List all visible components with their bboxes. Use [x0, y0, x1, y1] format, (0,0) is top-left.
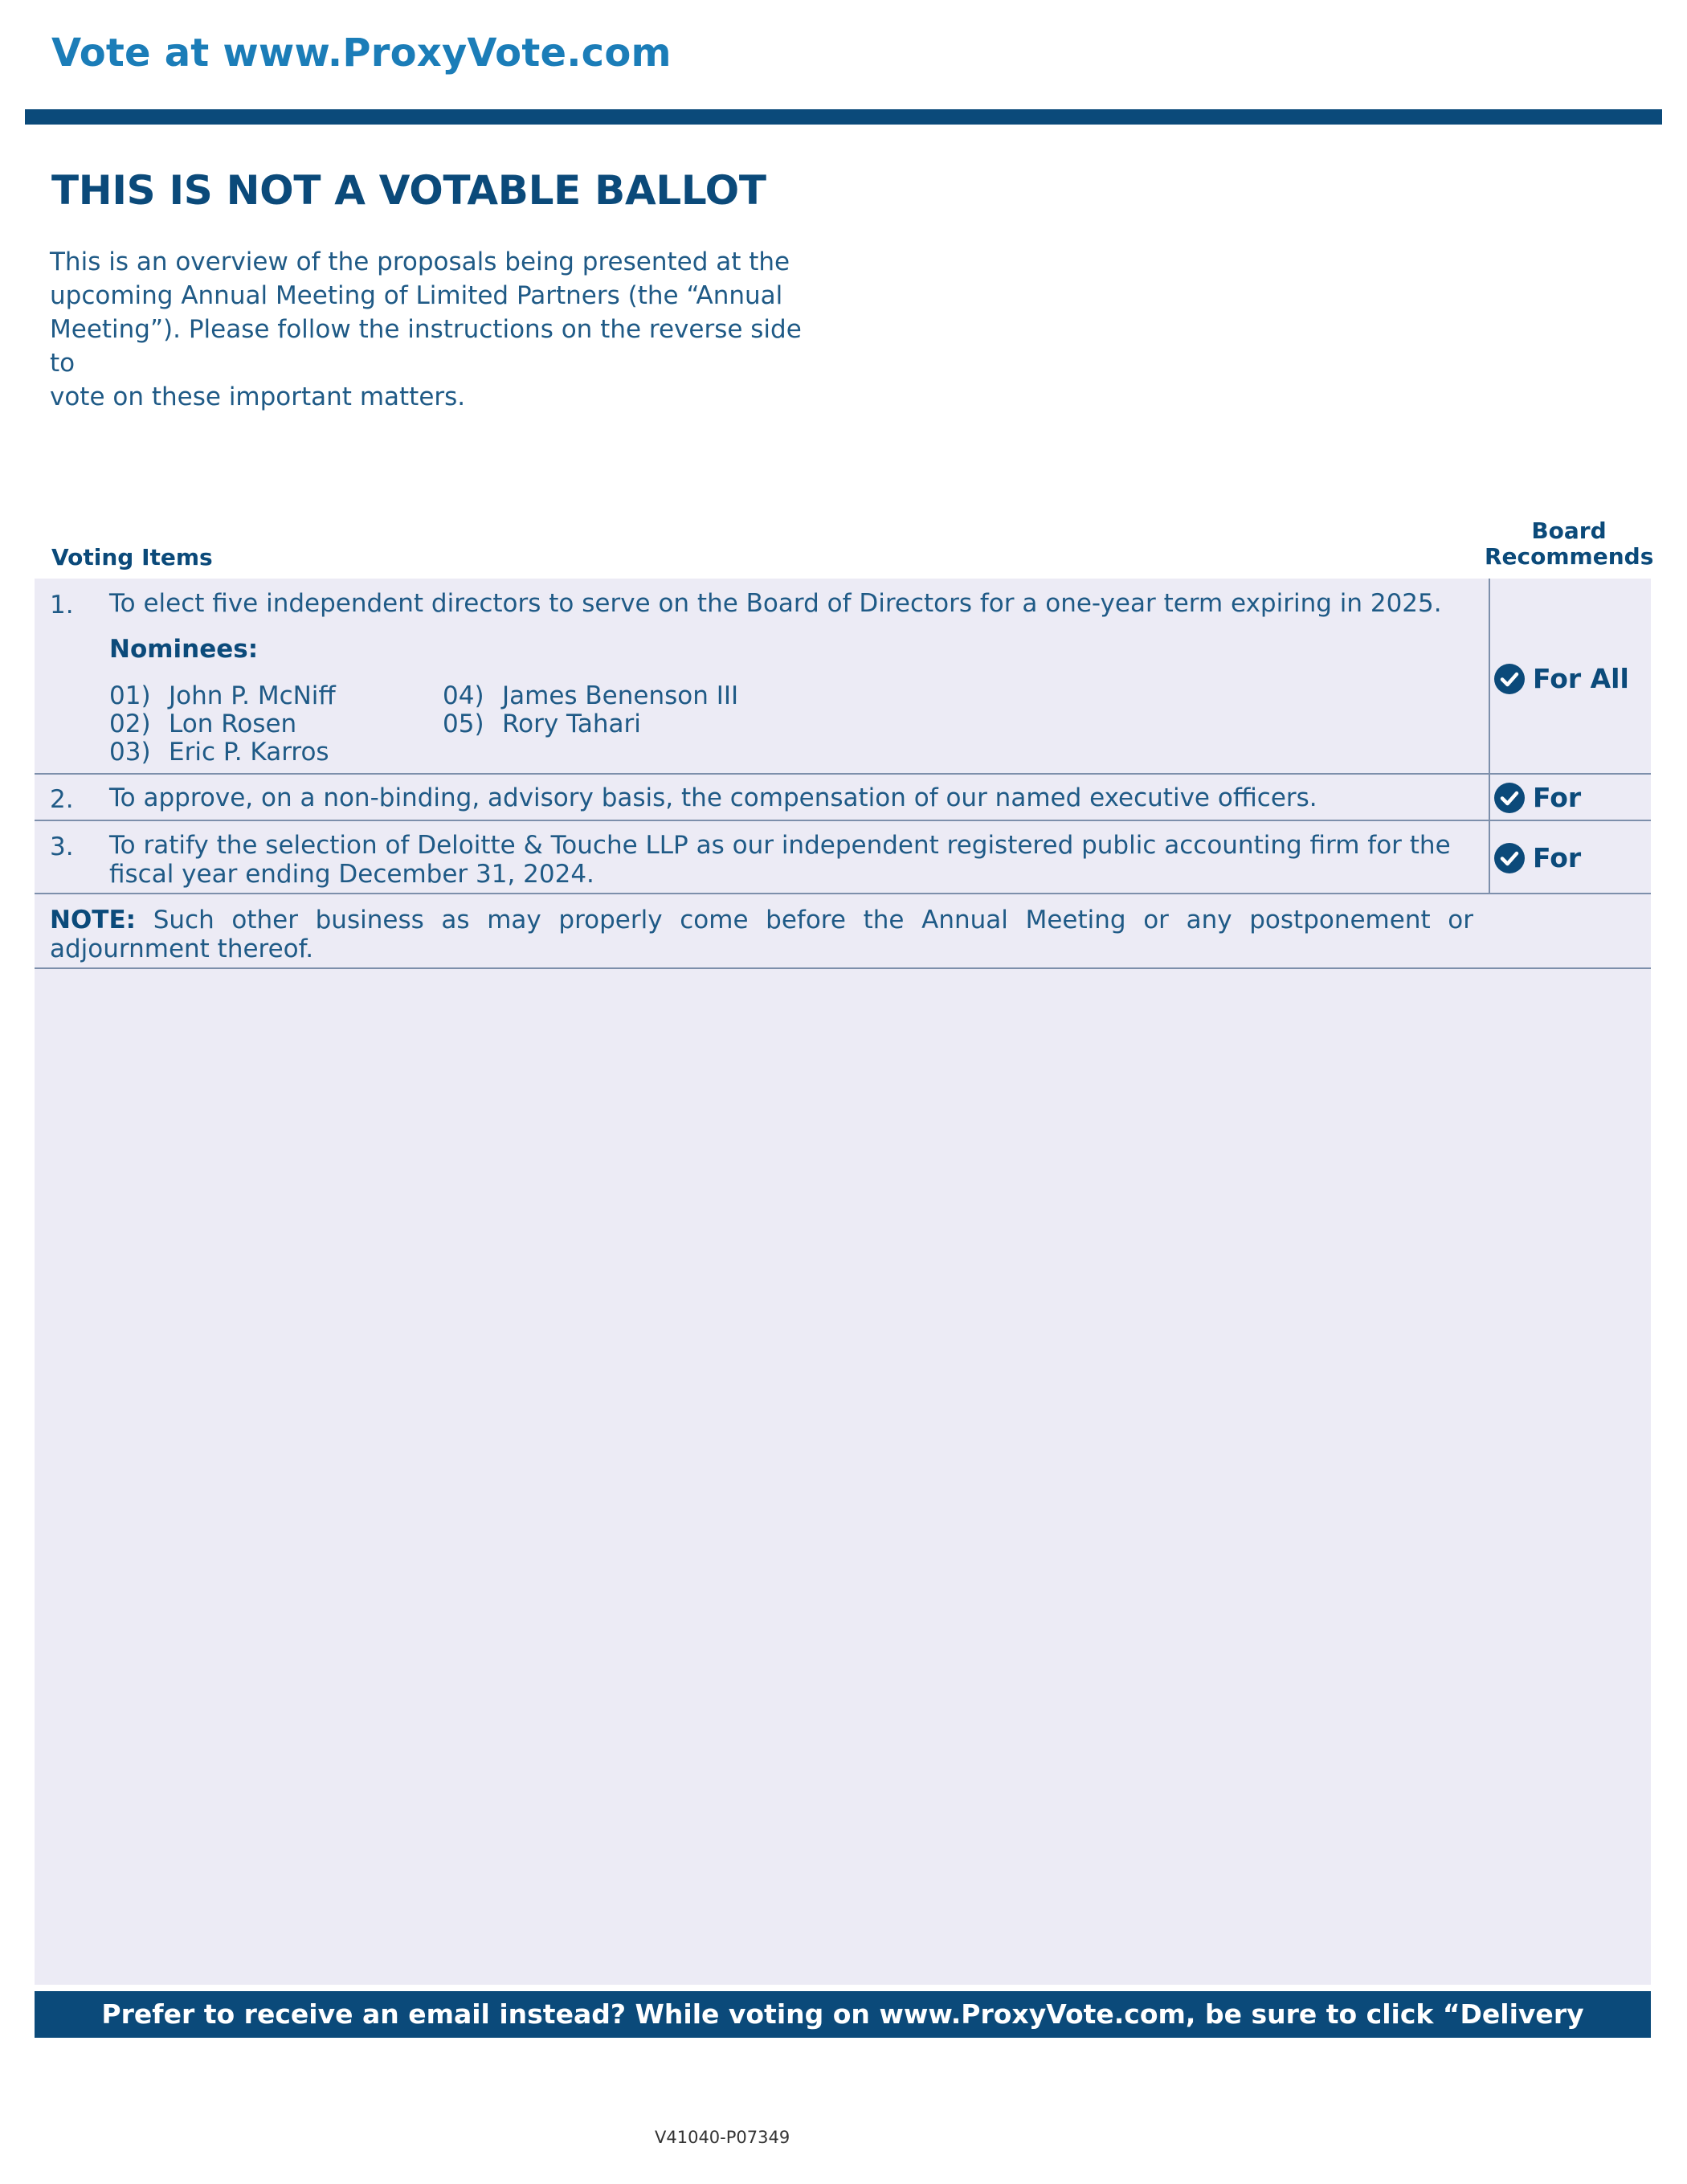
row-divider [35, 773, 1651, 775]
recommendation-for-all [1494, 663, 1629, 694]
header-divider [25, 109, 1662, 125]
check-circle-icon [1494, 843, 1525, 873]
nominee-item [109, 710, 296, 738]
nominee-name: Rory Tahari [502, 710, 641, 738]
nominee-item [109, 738, 329, 767]
item-text: To elect five independent directors to serve on the Board of Directors for a one-year term expiring in 2025. [109, 589, 1442, 618]
item-number: 1. [50, 591, 74, 620]
nominee-name: John P. McNiff [169, 681, 336, 710]
note-text: Such other business as may properly come before the Annual Meeting or any postponement or adjournment thereof. [50, 906, 1473, 963]
item-number: 3. [50, 832, 74, 861]
recommends-label: Recommends [1485, 543, 1654, 570]
check-circle-icon [1494, 783, 1525, 813]
column-header-voting-items: Voting Items [51, 544, 213, 571]
nominee-item [109, 681, 336, 710]
note-paragraph [50, 906, 1473, 963]
note-label: NOTE: [50, 906, 137, 935]
nominee-name: Eric P. Karros [169, 738, 329, 767]
recommendation-for [1494, 782, 1581, 813]
column-header-board-recommends [1485, 518, 1653, 570]
nominee-name: James Benenson III [502, 681, 739, 710]
recommendation-label: For All [1533, 663, 1629, 694]
proxyvote-link-heading: Vote at www.ProxyVote.com [51, 31, 672, 76]
nominee-name: Lon Rosen [169, 710, 297, 738]
item-number: 2. [50, 785, 74, 814]
recommendation-label: For [1533, 842, 1582, 873]
delivery-settings-banner: Prefer to receive an email instead? While voting on www.ProxyVote.com, be sure to click “Delivery Settings”. [35, 1991, 1651, 2038]
recommendation-for [1494, 842, 1581, 873]
item-text: To ratify the selection of Deloitte & Touche LLP as our independent registered public accounting firm for the fiscal year ending December 31, 2024. [109, 831, 1451, 889]
check-circle-icon [1494, 664, 1525, 694]
nominee-item [443, 710, 641, 738]
nominee-number: 04) [443, 681, 484, 710]
page-title: THIS IS NOT A VOTABLE BALLOT [51, 167, 766, 214]
row-divider [35, 967, 1651, 969]
intro-paragraph: This is an overview of the proposals being presented at the upcoming Annual Meeting of Limited Partners (the “Annual Meeting”). Please follow the instructions on the reverse side to vote on these important matters. [50, 247, 802, 411]
nominee-number: 05) [443, 710, 484, 738]
document-code: V41040-P07349 [655, 2128, 790, 2147]
nominee-number: 02) [109, 710, 151, 738]
recommendation-label: For [1533, 782, 1582, 813]
board-label: Board [1531, 517, 1607, 544]
row-divider [35, 893, 1651, 894]
nominee-number: 01) [109, 681, 151, 710]
row-divider [35, 820, 1651, 821]
column-divider [1489, 579, 1490, 894]
nominee-item [443, 681, 738, 710]
nominee-number: 03) [109, 738, 151, 767]
item-text: To approve, on a non-binding, advisory basis, the compensation of our named executive officers. [109, 783, 1317, 812]
nominees-title: Nominees: [109, 635, 259, 664]
